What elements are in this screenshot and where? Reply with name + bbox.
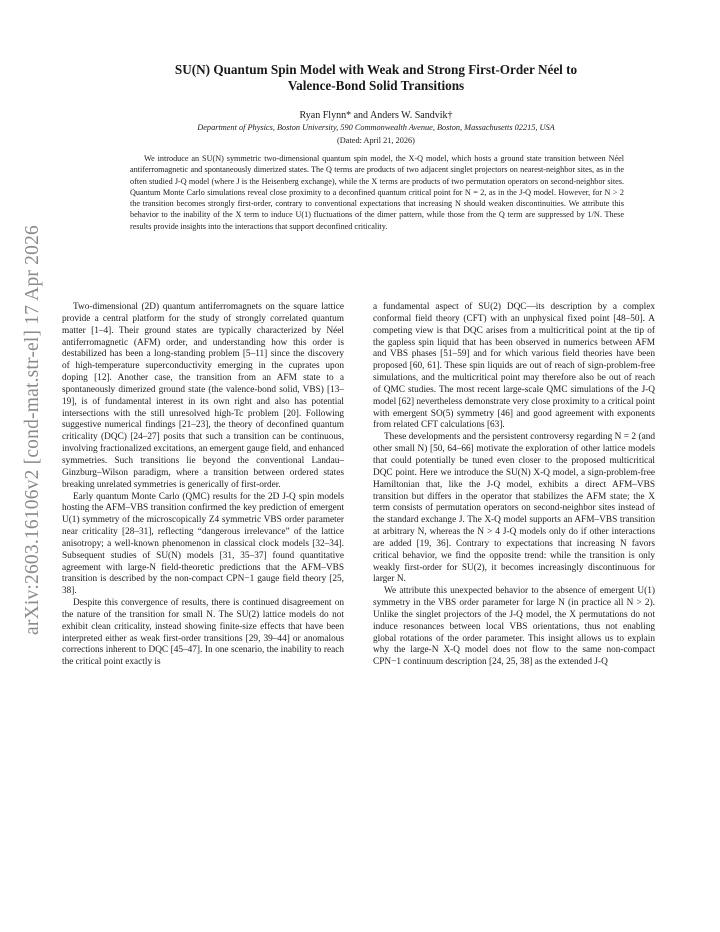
paragraph: We attribute this unexpected behavior to the absence of emergent U(1) symmetry in the VBS order parameter for large N (in practice all N > 2). Unlike the singlet projectors of the J-Q model, the X permutations do not induce resonances between local VBS orientations, thus not enabling global rotations of the order parameter. This insight allows us to explain why the large-N X-Q model does not flow to the same non-compact CPN−1 continuum description [24, 25, 38] as the extended J-Q [373,586,655,668]
date-line: (Dated: April 21, 2026) [337,136,415,145]
paper-title [90,62,662,94]
arxiv-stamp-text: arXiv:2603.16106v2 [cond-mat.str-el] 17 Apr 2026 [22,225,43,635]
paragraph: Despite this convergence of results, there is continued disagreement on the nature of the transition for small N. The SU(2) lattice models do not exhibit clean criticality, instead showing finite-size effects that have been interpreted either as weak first-order transitions [29, 39–44] or anomalous corrections inherent to DQC [45–47]. In one scenario, the inability to reach the critical point exactly is [62,598,344,668]
title-line-1: SU(N) Quantum Spin Model with Weak and Strong First-Order Néel to [174,62,578,77]
body-column-right [373,302,655,669]
title-line-2: Valence-Bond Solid Transitions [287,78,465,93]
affiliation: Department of Physics, Boston University, 590 Commonwealth Avenue, Boston, Massachusetts 02215, USA [197,123,555,132]
paragraph: Early quantum Monte Carlo (QMC) results for the 2D J-Q spin models hosting the AFM–VBS transition confirmed the key prediction of emergent U(1) symmetry of the microscopically Z4 symmetric VBS order parameter near criticality [28–31], reflecting “dangerous irrelevance” of the lattice anisotropy; a well-known phenomenon in classical clock models [32–34]. Subsequent studies of SU(N) models [31, 35–37] found quantitative agreement with large-N field-theoretic predictions that the AFM–VBS transition is described by the non-compact CPN−1 gauge field theory [25, 38]. [62,491,344,597]
paragraph: Two-dimensional (2D) quantum antiferromagnets on the square lattice provide a central platform for the study of strongly correlated quantum matter [1–4]. Their ground states are typically characterized by Néel antiferromagnetic (AFM) order, and understanding how this order is destabilized has been a long-standing problem [5–11] since the discovery of high-temperature superconductivity emerging in the cuprates upon doping [12]. Another case, the transition from an AFM state to a spontaneously dimerized ground state (the valence-bond solid, VBS) [13–19], is of fundamental interest in its own right and also has potential intersections with the still unresolved high-Tc problem [20]. Following suggestive numerical findings [21–23], the theory of deconfined quantum criticality (DQC) [24–27] posits that such a transition can be continuous, involving fractionalized excitations, an emergent gauge field, and enhanced symmetries. Such transitions lie beyond the conventional Landau–Ginzburg–Wilson paradigm, where a transition between ordered states breaking unrelated symmetries is generically of first-order. [62,302,344,490]
body-column-left [62,302,344,669]
abstract: We introduce an SU(N) symmetric two-dimensional quantum spin model, the X-Q model, which hosts a ground state transition between Néel antiferromagnetic and spontaneously dimerized states. The Q terms are products of two adjacent singlet projectors on nearest-neighbor sites, as in the often studied J-Q model (where J is the Heisenberg exchange), while the X terms are products of two permutation operators on second-neighbor sites. Quantum Monte Carlo simulations reveal close proximity to a deconfined quantum critical point for N = 2, as in the J-Q model. However, for N > 2 the transition becomes strongly first-order, contrary to conventional expectations that increasing N should weaken discontinuities. We attribute this behavior to the inability of the X term to induce U(1) fluctuations of the dimer pattern, while those from the Q term are suppressed by 1/N. These results provide insights into the interactions that support deconfined criticality. [130,154,624,231]
paragraph: a fundamental aspect of SU(2) DQC—its description by a complex conformal field theory (CFT) with an unphysical fixed point [48–50]. A competing view is that DQC arises from a multicritical point at the tip of the gapless spin liquid that has been observed in numerics between AFM and VBS phases [51–59] and for which various field theories have been proposed [60, 61]. These spin liquids are out of reach of sign-problem-free simulations, and the multicritical point may therefore also be out of reach of QMC studies. The most recent large-scale QMC simulations of the J-Q model [62] nevertheless demonstrate very close proximity to a critical point with emergent SO(5) symmetry [46] and good agreement with exponents from related CFT calculations [63]. [373,302,655,431]
arxiv-stamp [22,215,44,645]
author-list: Ryan Flynn* and Anders W. Sandvik† [299,110,453,121]
paragraph: These developments and the persistent controversy regarding N = 2 (and other small N) [50, 64–66] motivate the exploration of other lattice models that could potentially be tuned even closer to the proposed multicritical DQC point. Here we introduce the SU(N) X-Q model, a sign-problem-free Hamiltonian that, like the J-Q model, exhibits a direct AFM–VBS transition but differs in the operator that stabilizes the AFM state; the X term consists of permutation operators on second-neighbor sites instead of the standard exchange J. The X-Q model supports an AFM–VBS transition at arbitrary N, whereas the N > 4 J-Q models only do if other interactions are added [19, 36]. Contrary to expectations that increasing N favors critical behavior, we find the opposite trend: while the transition is only weakly first-order for SU(2), it becomes increasingly discontinuous for larger N. [373,432,655,585]
